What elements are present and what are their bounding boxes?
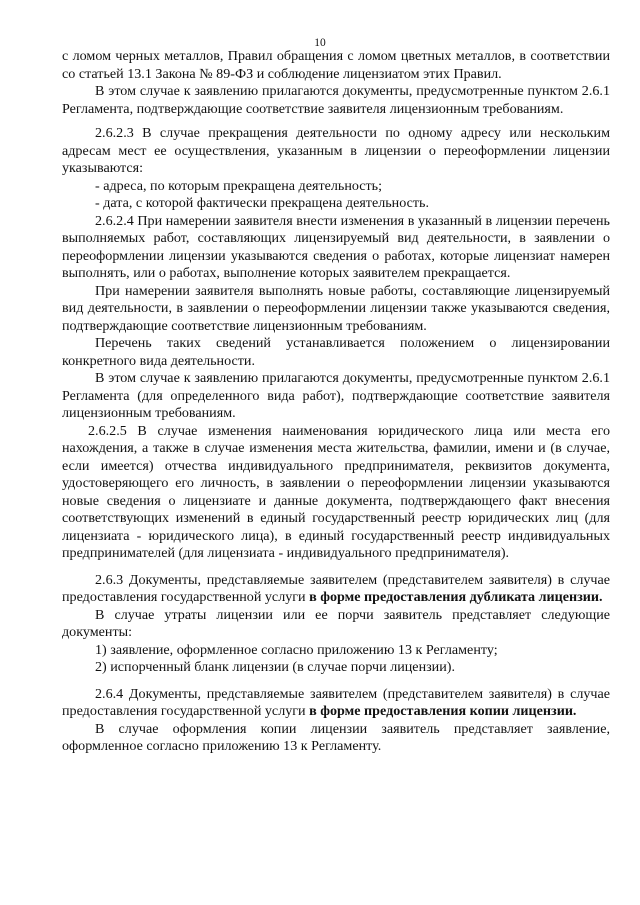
paragraph: с ломом черных металлов, Правил обращения с ломом цветных металлов, в соответствии со статьей 13.1 Закона № 89-ФЗ и соблюдение лицензиатом этих Правил.	[62, 48, 610, 82]
paragraph: В этом случае к заявлению прилагаются документы, предусмотренные пунктом 2.6.1 Регламента, подтверждающие соответствие заявителя лицензионным требованиям.	[62, 83, 610, 117]
paragraph: 2.6.2.5 В случае изменения наименования юридического лица или места его нахождения, а также в случае изменения места жительства, фамилии, имени и (в случае, если имеется) отчества индивидуального предпринимателя, реквизитов документа, удостоверяющего его личность, в заявлении о переоформлении лицензии указываются новые сведения о лицензиате и данные документа, подтверждающего факт внесения соответствующих изменений в единый государственный реестр юридических лиц (для лицензиата - юридического лица), в единый государственный реестр индивидуальных предпринимателей (для лицензиата - индивидуального предпринимателя).	[62, 422, 610, 561]
paragraph-text: 2.6.3 Документы, представляемые заявителем (представителем заявителя) в случае предоставления государственной услуги	[62, 571, 610, 605]
paragraph: 2.6.2.3 В случае прекращения деятельности по одному адресу или нескольким адресам мест ее осуществления, указанным в лицензии о переоформлении лицензии указываются:	[62, 125, 610, 176]
paragraph	[62, 572, 610, 607]
paragraph-bold-text: в форме предоставления дубликата лицензии.	[309, 589, 603, 605]
paragraph: В случае утраты лицензии или ее порчи заявитель представляет следующие документы:	[62, 606, 610, 640]
list-item: - адреса, по которым прекращена деятельность;	[95, 177, 383, 194]
paragraph: 2.6.2.4 При намерении заявителя внести изменения в указанный в лицензии перечень выполняемых работ, составляющих лицензируемый вид деятельности, в заявлении о переоформлении лицензии указываются сведения о работах, которые лицензиат намерен выполнять, или о работах, выполнение которых заявителем прекращается.	[62, 212, 610, 281]
list-item: 2) испорченный бланк лицензии (в случае порчи лицензии).	[95, 659, 455, 675]
paragraph: В этом случае к заявлению прилагаются документы, предусмотренные пунктом 2.6.1 Регламента (для определенного вида работ), подтверждающие соответствие заявителя лицензионным требованиям.	[62, 370, 610, 421]
paragraph-text: 2.6.4 Документы, представляемые заявителем (представителем заявителя) в случае предоставления государственной услуги	[62, 685, 610, 719]
list-item: 1) заявление, оформленное согласно приложению 13 к Регламенту;	[95, 641, 498, 658]
paragraph: При намерении заявителя выполнять новые работы, составляющие лицензируемый вид деятельности, в заявлении о переоформлении лицензии также указываются сведения, подтверждающие соответствие лицензионным требованиям.	[62, 282, 610, 334]
page-number: 10	[314, 37, 326, 49]
paragraph-bold-text: в форме предоставления копии лицензии.	[309, 703, 577, 719]
paragraph: В случае оформления копии лицензии заявитель представляет заявление, оформленное согласно приложению 13 к Регламенту.	[62, 720, 610, 754]
paragraph: Перечень таких сведений устанавливается положением о лицензировании конкретного вида деятельности.	[62, 335, 610, 369]
list-item: - дата, с которой фактически прекращена деятельность.	[95, 195, 429, 211]
document-body	[62, 48, 610, 756]
paragraph	[62, 686, 610, 721]
